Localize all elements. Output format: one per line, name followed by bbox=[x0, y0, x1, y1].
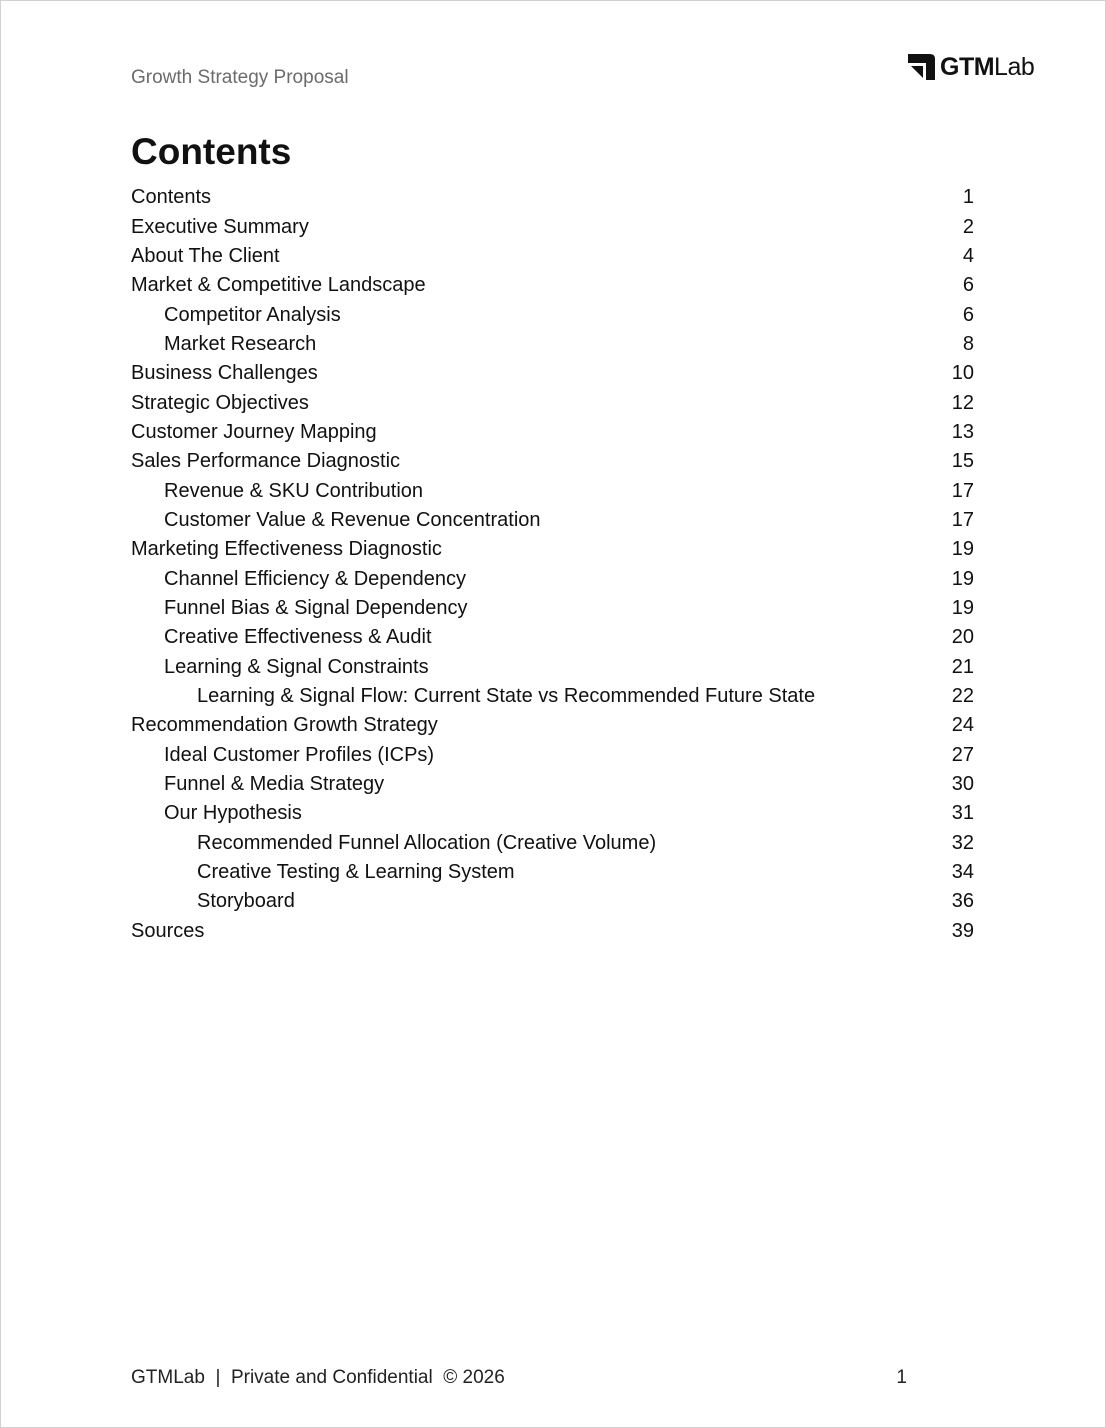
toc-entry[interactable] bbox=[131, 418, 974, 447]
toc-entry-page-number: 17 bbox=[951, 508, 974, 531]
toc-entry[interactable] bbox=[131, 741, 974, 770]
toc-entry[interactable] bbox=[131, 271, 974, 300]
toc-entry-page-number: 6 bbox=[962, 274, 974, 297]
toc-entry-label: Market & Competitive Landscape bbox=[131, 274, 426, 297]
toc-entry[interactable] bbox=[131, 623, 974, 652]
toc-entry-page-number: 8 bbox=[962, 332, 974, 355]
toc-entry[interactable] bbox=[131, 858, 974, 887]
toc-entry-page-number: 2 bbox=[962, 215, 974, 238]
toc-entry-label: Storyboard bbox=[197, 890, 295, 913]
toc-entry-label: Revenue & SKU Contribution bbox=[164, 479, 424, 502]
toc-entry[interactable] bbox=[131, 711, 974, 740]
toc-entry[interactable] bbox=[131, 388, 974, 417]
toc-entry-page-number: 13 bbox=[951, 420, 974, 443]
table-of-contents bbox=[131, 183, 974, 946]
toc-entry[interactable] bbox=[131, 476, 974, 505]
toc-entry-label: Creative Testing & Learning System bbox=[197, 861, 515, 884]
gtmlab-logo bbox=[906, 51, 1034, 83]
toc-entry-label: Learning & Signal Flow: Current State vs Recommended Future State bbox=[197, 685, 816, 708]
toc-entry[interactable] bbox=[131, 447, 974, 476]
toc-entry-label: About The Client bbox=[131, 244, 280, 267]
toc-entry-page-number: 1 bbox=[962, 186, 974, 209]
toc-entry-page-number: 19 bbox=[951, 596, 974, 619]
toc-entry[interactable] bbox=[131, 330, 974, 359]
toc-entry-label: Sales Performance Diagnostic bbox=[131, 450, 401, 473]
toc-entry-page-number: 19 bbox=[951, 538, 974, 561]
toc-entry[interactable] bbox=[131, 887, 974, 916]
toc-entry-page-number: 21 bbox=[951, 655, 974, 678]
toc-entry-page-number: 12 bbox=[951, 391, 974, 414]
contents-heading: Contents bbox=[131, 131, 292, 172]
toc-entry-page-number: 32 bbox=[951, 831, 974, 854]
toc-entry-label: Competitor Analysis bbox=[164, 303, 341, 326]
footer-text: GTMLab | Private and Confidential © 2026 bbox=[131, 1367, 505, 1388]
toc-entry-page-number: 6 bbox=[962, 303, 974, 326]
toc-entry-page-number: 24 bbox=[951, 714, 974, 737]
toc-entry[interactable] bbox=[131, 799, 974, 828]
gtmlab-logo-icon bbox=[906, 51, 936, 83]
toc-entry[interactable] bbox=[131, 682, 974, 711]
toc-entry[interactable] bbox=[131, 242, 974, 271]
toc-entry[interactable] bbox=[131, 653, 974, 682]
toc-entry-label: Funnel & Media Strategy bbox=[164, 773, 385, 796]
toc-entry-page-number: 19 bbox=[951, 567, 974, 590]
toc-entry-page-number: 30 bbox=[951, 773, 974, 796]
document-header-title: Growth Strategy Proposal bbox=[131, 67, 349, 88]
toc-entry-label: Executive Summary bbox=[131, 215, 309, 238]
logo-wordmark: GTMLab bbox=[940, 53, 1035, 81]
toc-entry-label: Contents bbox=[131, 186, 212, 209]
toc-entry[interactable] bbox=[131, 535, 974, 564]
toc-entry[interactable] bbox=[131, 917, 974, 946]
toc-entry[interactable] bbox=[131, 770, 974, 799]
toc-entry-label: Sources bbox=[131, 919, 205, 942]
toc-entry-label: Market Research bbox=[164, 332, 317, 355]
toc-entry-page-number: 10 bbox=[951, 362, 974, 385]
toc-entry[interactable] bbox=[131, 212, 974, 241]
toc-entry-page-number: 39 bbox=[951, 919, 974, 942]
toc-entry[interactable] bbox=[131, 359, 974, 388]
toc-entry-label: Learning & Signal Constraints bbox=[164, 655, 429, 678]
toc-entry-page-number: 20 bbox=[951, 626, 974, 649]
toc-entry-page-number: 36 bbox=[951, 890, 974, 913]
toc-entry-label: Recommended Funnel Allocation (Creative Volume) bbox=[197, 831, 657, 854]
toc-entry[interactable] bbox=[131, 829, 974, 858]
toc-entry-label: Channel Efficiency & Dependency bbox=[164, 567, 467, 590]
toc-entry-label: Strategic Objectives bbox=[131, 391, 309, 414]
toc-entry-label: Our Hypothesis bbox=[164, 802, 302, 825]
toc-entry-label: Customer Journey Mapping bbox=[131, 420, 377, 443]
toc-entry[interactable] bbox=[131, 564, 974, 593]
toc-entry[interactable] bbox=[131, 506, 974, 535]
toc-entry-label: Customer Value & Revenue Concentration bbox=[164, 508, 541, 531]
toc-entry-page-number: 34 bbox=[951, 861, 974, 884]
toc-entry-page-number: 22 bbox=[951, 685, 974, 708]
toc-entry[interactable] bbox=[131, 594, 974, 623]
toc-entry-page-number: 4 bbox=[962, 244, 974, 267]
toc-entry-label: Creative Effectiveness & Audit bbox=[164, 626, 432, 649]
toc-entry-page-number: 27 bbox=[951, 743, 974, 766]
toc-entry-label: Funnel Bias & Signal Dependency bbox=[164, 596, 468, 619]
toc-entry-label: Recommendation Growth Strategy bbox=[131, 714, 438, 737]
toc-entry[interactable] bbox=[131, 300, 974, 329]
toc-entry-label: Ideal Customer Profiles (ICPs) bbox=[164, 743, 435, 766]
toc-entry[interactable] bbox=[131, 183, 974, 212]
toc-entry-page-number: 31 bbox=[951, 802, 974, 825]
toc-entry-page-number: 15 bbox=[951, 450, 974, 473]
toc-entry-page-number: 17 bbox=[951, 479, 974, 502]
toc-entry-label: Business Challenges bbox=[131, 362, 318, 385]
toc-entry-label: Marketing Effectiveness Diagnostic bbox=[131, 538, 442, 561]
footer-page-number: 1 bbox=[896, 1367, 907, 1388]
